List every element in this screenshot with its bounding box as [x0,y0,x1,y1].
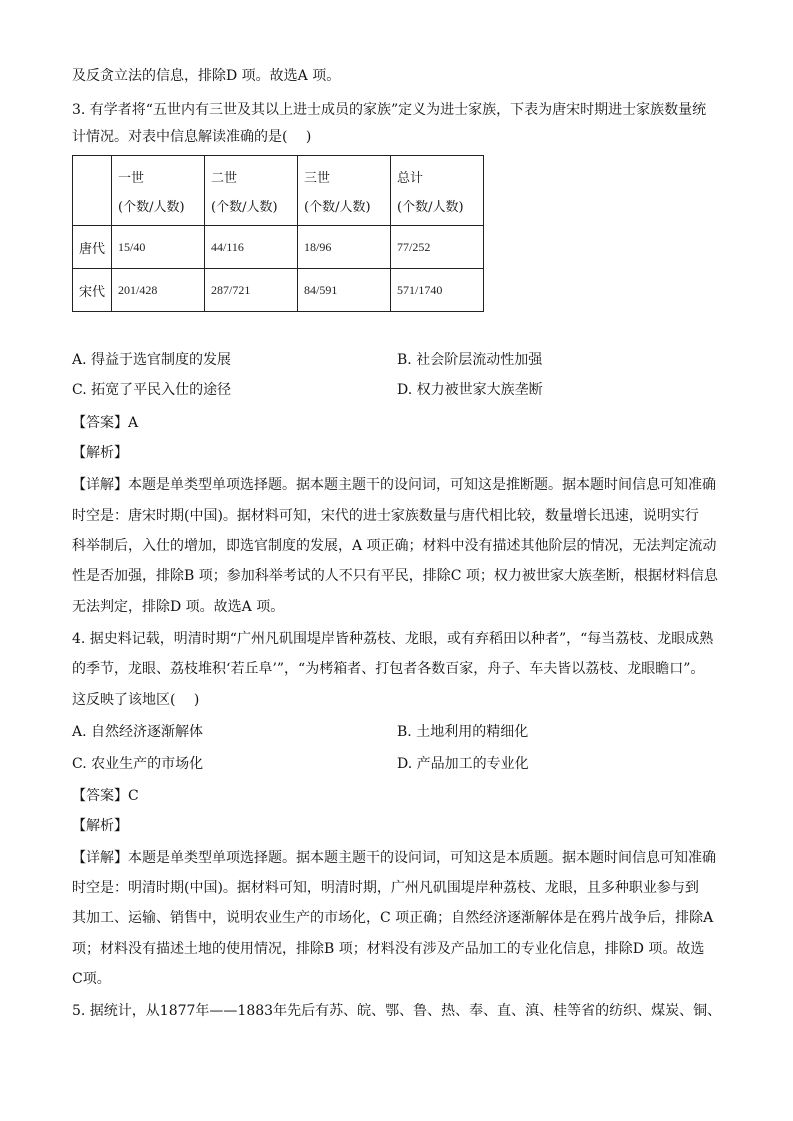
q3-analysis-label: 【解析】 [72,445,128,461]
table-header-cell [298,156,391,226]
q4-detail-line4: 项；材料没有描述土地的使用情况，排除B 项；材料没有涉及产品加工的专业化信息，排除D 项。故选 [72,941,705,957]
q3-detail-line3: 科举制后，入仕的增加，即选官制度的发展，A 项正确；材料中没有描述其他阶层的情况，无法判定流动 [72,538,717,554]
q3-data-table [72,155,484,312]
q4-detail-line2: 时空是：明清时期(中国)。据材料可知，明清时期，广州凡矶围堤岸种荔枝、龙眼，且多种职业参与到 [72,880,699,896]
line-prev-conclusion: 及反贪立法的信息，排除D 项。故选A 项。 [72,68,341,84]
table-cell: 571/1740 [391,269,484,312]
table-row-label: 唐代 [73,226,112,269]
q4-option-a: A. 自然经济逐渐解体 [72,724,204,740]
table-header-cell [391,156,484,226]
q4-stem-line3: 这反映了该地区( ) [72,692,200,708]
q4-detail-line5: C项。 [72,971,111,987]
table-header-unit: (个数/人数) [118,199,185,215]
table-header-cell [73,156,112,226]
table-header-title: 二世 [211,170,238,186]
table-row-label: 宋代 [73,269,112,312]
table-header-unit: (个数/人数) [397,199,464,215]
table-header-unit: (个数/人数) [211,199,278,215]
table-row [73,226,484,269]
table-cell: 15/40 [112,226,205,269]
table-header-title: 总计 [397,170,424,186]
table-header-cell [205,156,298,226]
table-cell: 44/116 [205,226,298,269]
table-header-cell [112,156,205,226]
q3-option-d: D. 权力被世家大族垄断 [397,382,543,398]
q3-option-a: A. 得益于选官制度的发展 [72,352,232,368]
q4-analysis-label: 【解析】 [72,818,128,834]
q4-stem-line2: 的季节，龙眼、荔枝堆积‘若丘阜’”，“为栲箱者、打包者各数百家，舟子、车夫皆以荔枝、龙眼瞻口”。 [72,661,705,677]
q3-option-b: B. 社会阶层流动性加强 [397,352,543,368]
table-header-title: 三世 [304,170,331,186]
q4-stem-line1: 4. 据史料记载，明清时期“广州凡矶围堤岸皆种荔枝、龙眼，或有弃稻田以种者”，“每当荔枝、龙眼成熟 [72,631,714,647]
q4-detail-line3: 其加工、运输、销售中，说明农业生产的市场化，C 项正确；自然经济逐渐解体是在鸦片战争后，排除A [72,910,714,926]
q3-detail-line2: 时空是：唐宋时期(中国)。据材料可知，宋代的进士家族数量与唐代相比较，数量增长迅速，说明实行 [72,508,699,524]
table-row [73,269,484,312]
table-cell: 84/591 [298,269,391,312]
q5-stem-line1: 5. 据统计，从1877年——1883年先后有苏、皖、鄂、鲁、热、奉、直、滇、桂等省的纺织、煤炭、铜、 [72,1003,722,1019]
q4-answer: 【答案】C [72,788,139,804]
q3-detail-line5: 无法判定，排除D 项。故选A 项。 [72,599,285,615]
q3-detail-line1: 【详解】本题是单类型单项选择题。据本题主题干的设问词，可知这是推断题。据本题时间信息可知准确 [72,477,716,493]
table-header-title: 一世 [118,170,145,186]
q4-option-c: C. 农业生产的市场化 [72,756,204,772]
q4-option-d: D. 产品加工的专业化 [397,756,529,772]
q4-option-b: B. 土地利用的精细化 [397,724,529,740]
table-cell: 77/252 [391,226,484,269]
q3-answer: 【答案】A [72,415,139,431]
table-cell: 18/96 [298,226,391,269]
table-cell: 201/428 [112,269,205,312]
q4-detail-line1: 【详解】本题是单类型单项选择题。据本题主题干的设问词，可知这是本质题。据本题时间信息可知准确 [72,850,716,866]
table-cell: 287/721 [205,269,298,312]
table-header-row [73,156,484,226]
q3-option-c: C. 拓宽了平民入仕的途径 [72,382,232,398]
q3-detail-line4: 性是否加强，排除B 项；参加科举考试的人不只有平民，排除C 项；权力被世家大族垄断，根据材料信息 [72,568,718,584]
q3-stem-line2: 计情况。对表中信息解读准确的是( ) [72,129,312,145]
table-header-unit: (个数/人数) [304,199,371,215]
q3-stem-line1: 3. 有学者将“五世内有三世及其以上进士成员的家族”定义为进士家族，下表为唐宋时期进士家族数量统 [72,102,707,118]
